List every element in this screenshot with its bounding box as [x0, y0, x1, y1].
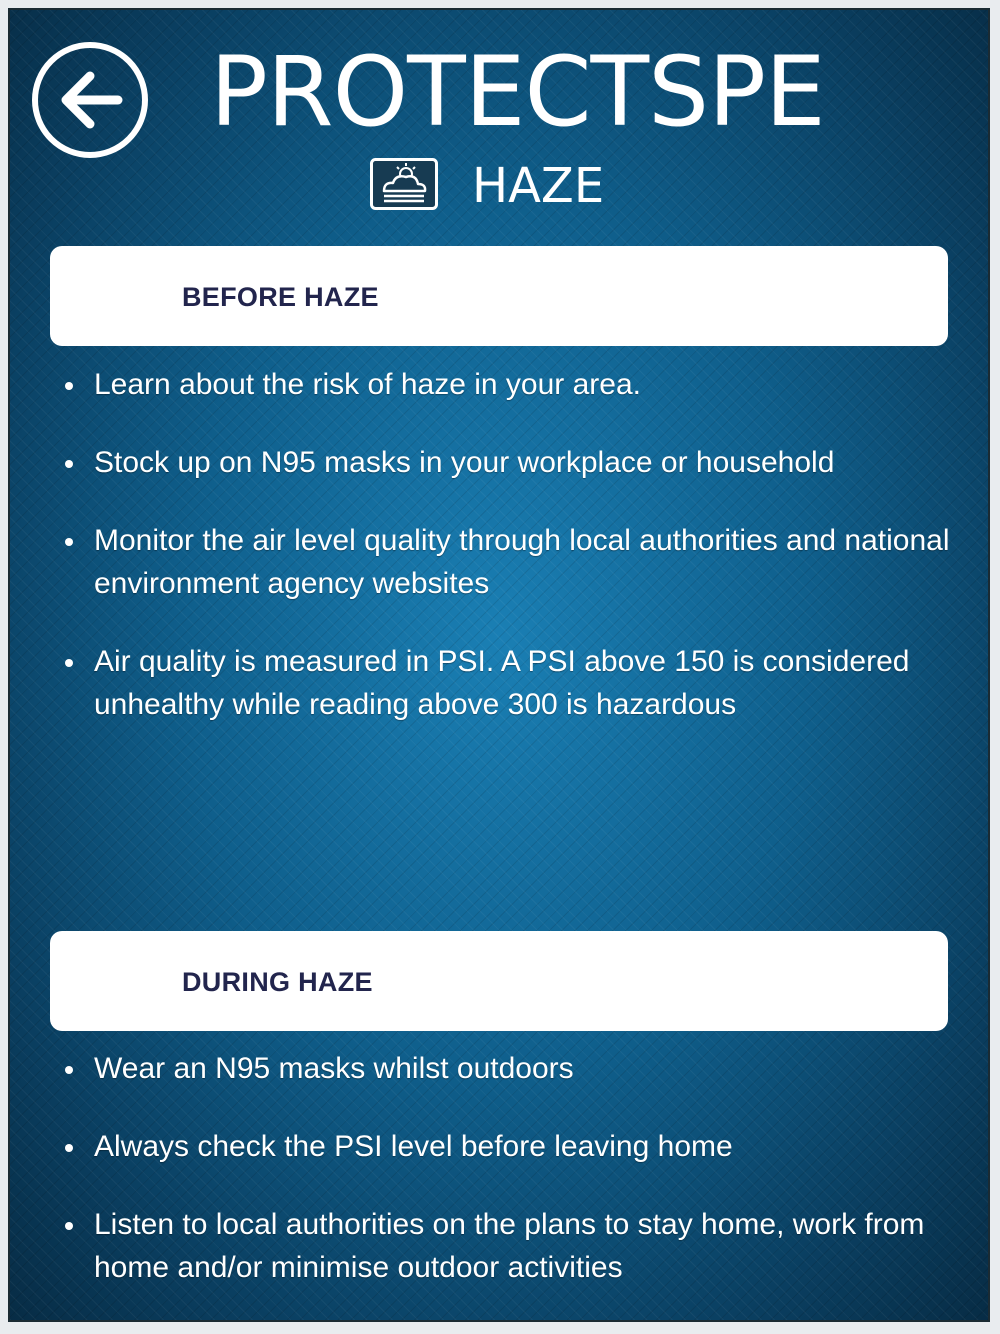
list-item: Always check the PSI level before leaving home [62, 1125, 952, 1168]
list-item: Listen to local authorities on the plans to stay home, work from home and/or minimise outdoor activities [62, 1203, 952, 1289]
app-title: PROTECTSPE [210, 36, 825, 148]
list-item: Learn about the risk of haze in your area. [62, 363, 952, 406]
section-heading: DURING HAZE [182, 967, 373, 997]
during-haze-tips-list [62, 1047, 952, 1322]
list-item: Wear an N95 masks whilst outdoors [62, 1047, 952, 1090]
list-item: Air quality is measured in PSI. A PSI above 150 is considered unhealthy while reading above 300 is hazardous [62, 640, 952, 726]
section-header-before-haze[interactable] [50, 246, 948, 346]
before-haze-tips-list [62, 363, 952, 761]
haze-cloud-icon [370, 158, 438, 210]
page-title: HAZE [472, 158, 605, 214]
haze-guide-screen [8, 8, 990, 1322]
arrow-left-icon [38, 48, 142, 152]
back-button[interactable] [32, 42, 148, 158]
list-item: Monitor the air level quality through local authorities and national environment agency websites [62, 519, 952, 605]
app-header [10, 10, 988, 160]
section-heading: BEFORE HAZE [182, 282, 379, 312]
list-item: Stock up on N95 masks in your workplace or household [62, 441, 952, 484]
section-header-during-haze[interactable] [50, 931, 948, 1031]
page-subheader [10, 158, 988, 220]
